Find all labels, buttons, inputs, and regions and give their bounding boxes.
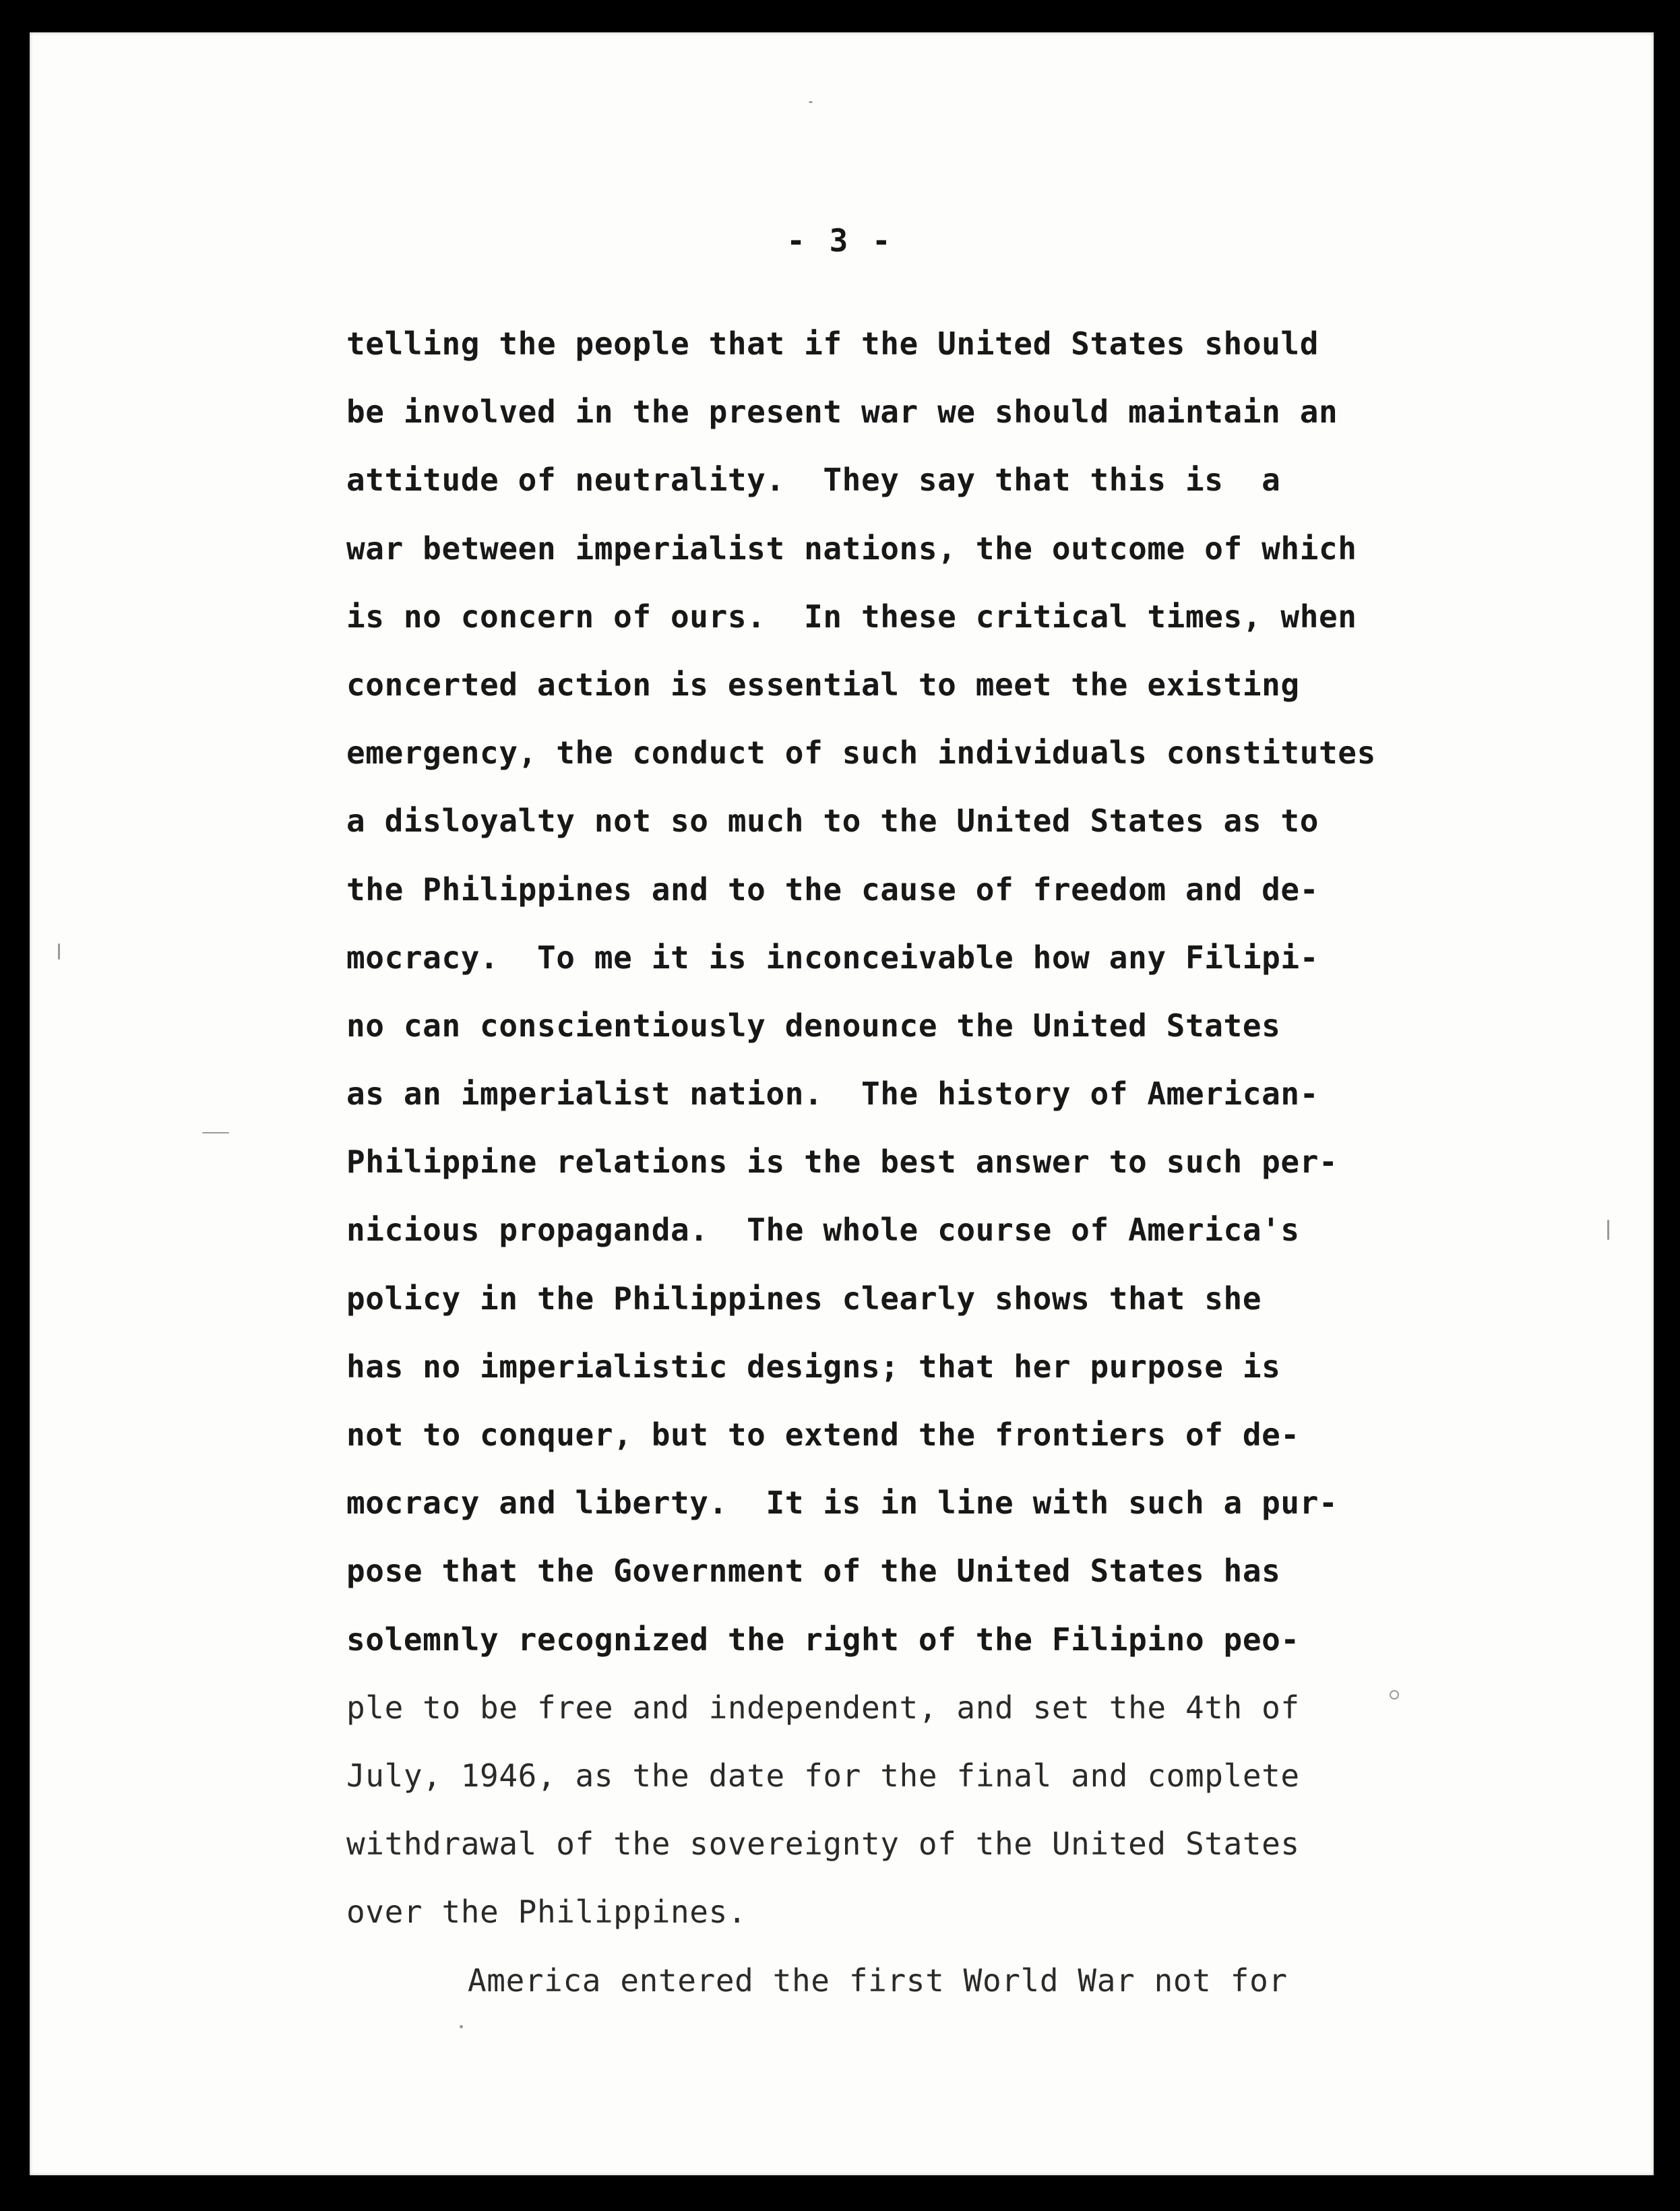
text-line: policy in the Philippines clearly shows that she — [346, 1280, 1262, 1317]
text-line: attitude of neutrality. They say that this is a — [346, 462, 1281, 499]
text-line: telling the people that if the United States should — [346, 325, 1319, 362]
text-line: is no concern of ours. In these critical times, when — [346, 598, 1357, 635]
text-line: emergency, the conduct of such individuals constitutes — [346, 735, 1376, 772]
scan-speck — [460, 2025, 463, 2028]
text-line: solemnly recognized the right of the Filipino peo- — [346, 1621, 1300, 1658]
text-line: withdrawal of the sovereignty of the United States — [346, 1826, 1300, 1863]
text-line: no can conscientiously denounce the United States — [346, 1007, 1281, 1044]
scan-speck — [58, 943, 60, 960]
page-number: - 3 - — [786, 222, 894, 259]
text-line: has no imperialistic designs; that her purpose is — [346, 1348, 1281, 1385]
text-line: be involved in the present war we should maintain an — [346, 394, 1338, 431]
scan-speck — [1607, 1220, 1609, 1240]
text-line: not to conquer, but to extend the frontiers of de- — [346, 1416, 1300, 1453]
text-line: Philippine relations is the best answer to such per- — [346, 1144, 1338, 1181]
text-line: nicious propaganda. The whole course of America's — [346, 1212, 1300, 1249]
text-line: July, 1946, as the date for the final and complete — [346, 1757, 1300, 1794]
text-line: the Philippines and to the cause of freedom and de- — [346, 871, 1319, 908]
text-line: mocracy. To me it is inconceivable how any Filipi- — [346, 939, 1319, 976]
text-line: mocracy and liberty. It is in line with such a pur- — [346, 1485, 1338, 1522]
text-line: as an imperialist nation. The history of American- — [346, 1076, 1319, 1113]
text-line: war between imperialist nations, the outcome of which — [346, 530, 1357, 567]
text-line: over the Philippines. — [346, 1894, 747, 1931]
scan-speck — [202, 1132, 229, 1133]
text-line: concerted action is essential to meet the existing — [346, 666, 1300, 703]
scan-speck — [1390, 1690, 1399, 1700]
text-line: pose that the Government of the United States has — [346, 1553, 1281, 1590]
text-line: ple to be free and independent, and set the 4th of — [346, 1689, 1300, 1726]
body-text — [346, 320, 1505, 2025]
paragraph-start-line: America entered the first World War not for — [468, 1962, 1288, 1999]
text-line: a disloyalty not so much to the United States as to — [346, 803, 1319, 840]
scan-speck — [809, 101, 813, 103]
